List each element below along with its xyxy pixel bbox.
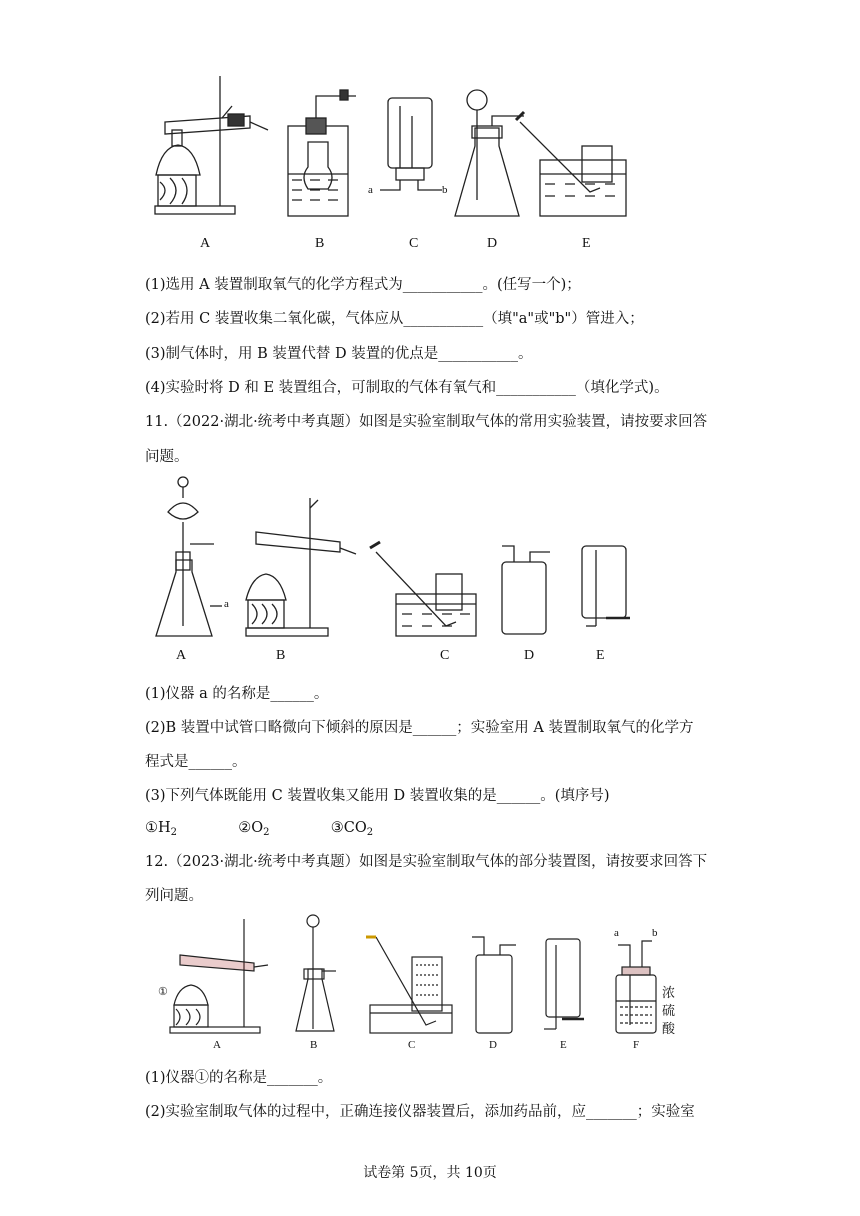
figure-label-b: B — [315, 236, 325, 251]
port-label-b: b — [652, 927, 658, 939]
figure-label-c: C — [440, 648, 450, 663]
figure-apparatus-q10 — [0, 70, 860, 260]
q10-item-1: (1)选用 A 装置制取氧气的化学方程式为___________。(任写一个)； — [145, 277, 581, 293]
q11-item-1: (1)仪器 a 的名称是______。 — [145, 686, 329, 702]
figure-label-a: A — [213, 1039, 221, 1051]
figure-label-b: B — [276, 648, 286, 663]
option-3: $③CO_2$ — [330, 820, 374, 838]
figure-label-f: F — [633, 1039, 640, 1051]
figure-apparatus-q11 — [0, 470, 860, 670]
port-label-b: b — [442, 184, 448, 196]
figure-apparatus-q12 — [0, 905, 860, 1055]
figure-label-e: E — [560, 1039, 567, 1051]
q11-stem-line2: 问题。 — [145, 449, 189, 465]
figure-label-a: A — [200, 236, 211, 251]
q11-options — [145, 818, 373, 843]
figure-label-e: E — [596, 648, 605, 663]
q11-stem-line1: 11.（2022·湖北·统考中考真题）如图是实验室制取气体的常用实验装置，请按要求回答 — [145, 414, 708, 430]
q12-item-1: (1)仪器①的名称是_______。 — [145, 1070, 333, 1086]
apparatus-drawing-q12 — [0, 905, 860, 1055]
apparatus-drawing-q11 — [0, 470, 860, 670]
q10-item-4: (4)实验时将 D 和 E 装置组合，可制取的气体有氧气和___________（填化学式)。 — [145, 380, 669, 396]
figure-label-d: D — [489, 1039, 497, 1051]
pointer-label-a: a — [224, 598, 229, 610]
q12-stem-line1: 12.（2023·湖北·统考中考真题）如图是实验室制取气体的部分装置图，请按要求回答下 — [145, 854, 708, 870]
acid-label: 浓 硫 酸 — [662, 986, 676, 1037]
circle-label-1: ① — [158, 986, 168, 998]
figure-label-a: A — [176, 648, 187, 663]
option-1: $①H_2$ — [145, 820, 178, 838]
figure-label-b: B — [310, 1039, 318, 1051]
page-footer: 试卷第 5页，共 10页 — [363, 1165, 497, 1181]
figure-label-d: D — [524, 648, 535, 663]
q12-item-2: (2)实验室制取气体的过程中，正确连接仪器装置后，添加药品前，应_______；实验室 — [145, 1104, 695, 1120]
figure-label-c: C — [408, 1039, 416, 1051]
figure-label-c: C — [409, 236, 419, 251]
q11-item-2: (2)B 装置中试管口略微向下倾斜的原因是______；实验室用 A 装置制取氧气的化学方 — [145, 720, 694, 736]
figure-label-d: D — [487, 236, 498, 251]
port-label-a: a — [614, 927, 619, 939]
port-label-a: a — [368, 184, 373, 196]
q11-item-2-cont: 程式是______。 — [145, 754, 247, 770]
figure-label-e: E — [582, 236, 591, 251]
apparatus-drawing-q10 — [0, 70, 860, 260]
q11-item-3: (3)下列气体既能用 C 装置收集又能用 D 装置收集的是______。(填序号) — [145, 788, 610, 804]
q10-item-3: (3)制气体时，用 B 装置代替 D 装置的优点是___________。 — [145, 346, 533, 362]
option-2: $②O_2$ — [238, 820, 270, 838]
q10-item-2: (2)若用 C 装置收集二氧化碳，气体应从___________（填"a"或"b"）管进入； — [145, 311, 644, 327]
q12-stem-line2: 列问题。 — [145, 888, 203, 904]
